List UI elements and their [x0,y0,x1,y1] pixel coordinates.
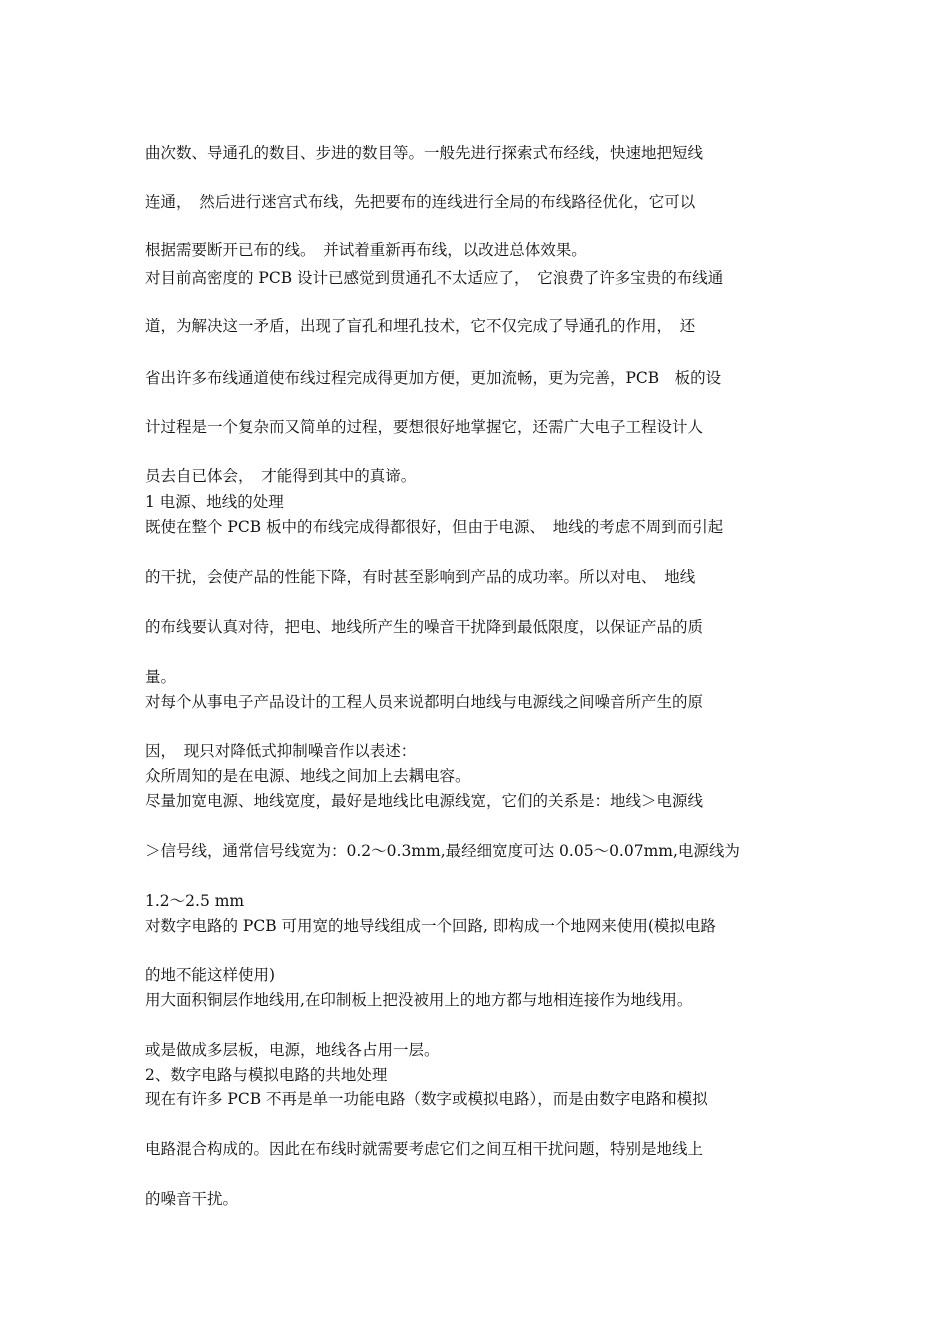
text-line: 众所周知的是在电源、地线之间加上去耦电容。 [145,767,471,785]
text-line: 的地不能这样使用) [145,966,276,984]
text-line: 现在有许多 PCB 不再是单一功能电路（数字或模拟电路），而是由数字电路和模拟 [145,1090,708,1108]
text-line: 对目前高密度的 PCB 设计已感觉到贯通孔不太适应了， 它浪费了许多宝贵的布线通 [145,269,724,287]
text-line: 员去自已体会， 才能得到其中的真谛。 [145,467,417,485]
text-line: 的布线要认真对待，把电、地线所产生的噪音干扰降到最低限度，以保证产品的质 [145,618,704,636]
text-line: 根据需要断开已布的线。 并试着重新再布线，以改进总体效果。 [145,241,587,259]
text-line: 用大面积铜层作地线用,在印制板上把没被用上的地方都与地相连接作为地线用。 [145,991,693,1009]
text-line: 既使在整个 PCB 板中的布线完成得都很好，但由于电源、 地线的考虑不周到而引起 [145,518,724,536]
text-line: 的干扰，会使产品的性能下降，有时甚至影响到产品的成功率。所以对电、 地线 [145,568,696,586]
text-line: 计过程是一个复杂而又简单的过程，要想很好地掌握它，还需广大电子工程设计人 [145,418,704,436]
text-line: 连通， 然后进行迷宫式布线，先把要布的连线进行全局的布线路径优化，它可以 [145,193,696,211]
text-line: ＞信号线，通常信号线宽为：0.2～0.3mm,最经细宽度可达 0.05～0.07mm,电源线为 [145,842,740,860]
text-line: 或是做成多层板，电源，地线各占用一层。 [145,1041,440,1059]
text-line: 对每个从事电子产品设计的工程人员来说都明白地线与电源线之间噪音所产生的原 [145,693,704,711]
text-line: 对数字电路的 PCB 可用宽的地导线组成一个回路, 即构成一个地网来使用(模拟电路 [145,917,716,935]
text-line: 省出许多布线通道使布线过程完成得更加方便，更加流畅，更为完善，PCB 板的设 [145,369,722,387]
text-line: 1.2～2.5 mm [145,892,245,910]
text-line: 曲次数、导通孔的数目、步进的数目等。一般先进行探索式布经线，快速地把短线 [145,144,704,162]
section-heading: 1 电源、地线的处理 [145,493,284,511]
text-line: 尽量加宽电源、地线宽度，最好是地线比电源线宽，它们的关系是：地线＞电源线 [145,792,704,810]
section-heading: 2、数字电路与模拟电路的共地处理 [145,1066,388,1084]
text-line: 电路混合构成的。因此在布线时就需要考虑它们之间互相干扰问题，特别是地线上 [145,1140,704,1158]
text-line: 量。 [145,668,177,686]
text-line: 的噪音干扰。 [145,1190,239,1208]
text-line: 因， 现只对降低式抑制噪音作以表述： [145,742,417,760]
text-line: 道，为解决这一矛盾，出现了盲孔和埋孔技术，它不仅完成了导通孔的作用， 还 [145,317,696,335]
